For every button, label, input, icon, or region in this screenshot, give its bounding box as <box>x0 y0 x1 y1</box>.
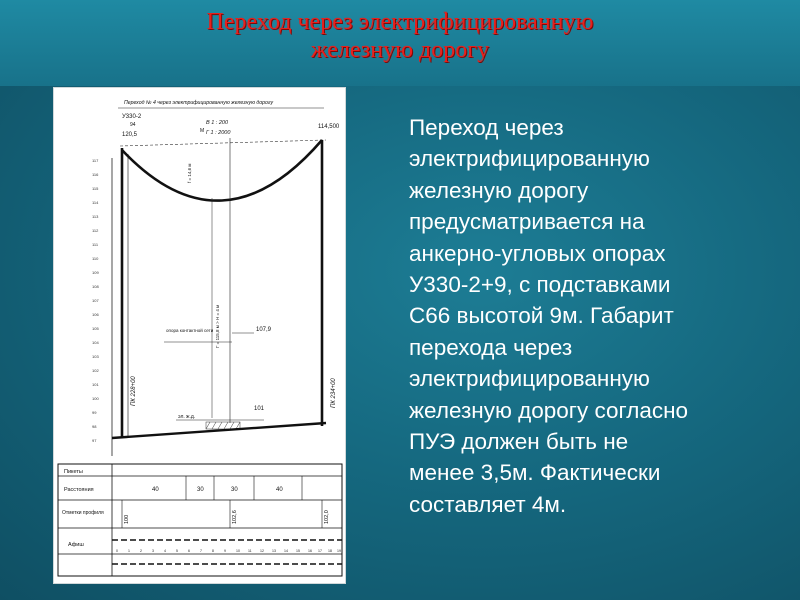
scale-ticks-row <box>116 549 341 553</box>
svg-text:16: 16 <box>308 549 312 553</box>
svg-text:19: 19 <box>337 549 341 553</box>
svg-text:102: 102 <box>92 368 99 373</box>
catenary-wire <box>122 140 322 201</box>
body-line: составляет 4м. <box>409 491 567 517</box>
body-line: У330-2+9, с подставками <box>409 272 671 298</box>
distance-2: 30 <box>197 487 204 493</box>
crossing-drawing <box>53 87 346 584</box>
svg-text:110: 110 <box>92 256 99 261</box>
distance-4: 40 <box>276 487 283 493</box>
body-line: перехода через <box>409 334 573 360</box>
row-afish: Афиш <box>68 542 84 548</box>
svg-text:99: 99 <box>92 410 97 415</box>
svg-text:18: 18 <box>328 549 332 553</box>
svg-text:107: 107 <box>92 298 99 303</box>
sag-dim-text: f = 14,6 м <box>187 163 192 183</box>
svg-text:14: 14 <box>284 549 288 553</box>
body-line: С66 высотой 9м. Габарит <box>409 303 674 329</box>
right-elevation: 114,500 <box>318 124 340 130</box>
left-support-sub: 94 <box>130 122 136 128</box>
rail-value: 101 <box>254 406 265 412</box>
sag-mark: М <box>200 128 205 134</box>
profile-table <box>58 464 342 576</box>
svg-text:6: 6 <box>188 549 190 553</box>
left-tower-label: ПК 228+00 <box>131 376 137 406</box>
svg-text:104: 104 <box>92 340 99 345</box>
svg-text:116: 116 <box>92 172 99 177</box>
mid-value: 107,9 <box>256 327 272 333</box>
svg-text:112: 112 <box>92 228 99 233</box>
right-tower-label: ПК 234+00 <box>331 378 337 408</box>
svg-text:115: 115 <box>92 186 99 191</box>
svg-text:97: 97 <box>92 438 97 443</box>
body-line: предусматривается на <box>409 209 645 235</box>
svg-text:1: 1 <box>128 549 130 553</box>
crossing-description <box>409 112 779 520</box>
crossing-drawing-svg <box>54 88 345 583</box>
elevation-3: 102,0 <box>324 510 330 524</box>
svg-text:106: 106 <box>92 312 99 317</box>
body-line: железную дорогу согласно <box>409 397 689 423</box>
svg-text:113: 113 <box>92 214 99 219</box>
row-distances: Расстояния <box>64 487 94 493</box>
top-dashed-line <box>120 140 326 146</box>
rail-bed <box>206 422 240 429</box>
svg-text:2: 2 <box>140 549 142 553</box>
svg-text:13: 13 <box>272 549 276 553</box>
body-line: электрифицированную <box>409 146 650 172</box>
svg-text:3: 3 <box>152 549 154 553</box>
scale-horizontal: Г 1 : 2000 <box>206 130 231 136</box>
svg-text:12: 12 <box>260 549 264 553</box>
axis-ticks <box>92 158 99 443</box>
svg-text:117: 117 <box>92 158 99 163</box>
svg-text:4: 4 <box>164 549 166 553</box>
svg-text:5: 5 <box>176 549 178 553</box>
slide-title <box>80 8 720 64</box>
svg-text:114: 114 <box>92 200 99 205</box>
body-line: ПУЭ должен быть не <box>409 429 629 455</box>
row-elevations: Отметки профиля <box>62 510 104 516</box>
slide-title-line-1: Переход через электрифицированную <box>206 9 594 35</box>
body-line: анкерно-угловых опорах <box>409 240 666 266</box>
body-line: железную дорогу <box>409 177 589 203</box>
svg-text:100: 100 <box>92 396 99 401</box>
distance-3: 30 <box>231 487 238 493</box>
slide-title-line-2: железную дорогу <box>310 37 490 63</box>
svg-text:11: 11 <box>248 549 252 553</box>
svg-text:9: 9 <box>224 549 226 553</box>
gabarit-text: Г = 115,8 м > Н = 4 м <box>215 304 220 348</box>
svg-text:10: 10 <box>236 549 240 553</box>
elevation-1: 100 <box>124 514 130 524</box>
rail-hatch <box>206 422 240 429</box>
body-line: менее 3,5м. Фактически <box>409 460 661 486</box>
svg-text:109: 109 <box>92 270 99 275</box>
svg-text:101: 101 <box>92 382 99 387</box>
elevation-2: 102,6 <box>232 510 238 524</box>
ground-line <box>112 423 326 438</box>
left-elevation: 120,5 <box>122 132 138 138</box>
rail-label: эл. ж.д. <box>178 414 196 420</box>
svg-text:7: 7 <box>200 549 202 553</box>
svg-text:98: 98 <box>92 424 97 429</box>
svg-text:111: 111 <box>92 242 99 247</box>
drawing-header: Переход № 4 через электрифицированную железную дорогу <box>124 100 274 106</box>
svg-text:108: 108 <box>92 284 99 289</box>
row-pickets: Пикеты <box>64 469 83 475</box>
svg-text:15: 15 <box>296 549 300 553</box>
svg-text:0: 0 <box>116 549 118 553</box>
svg-text:8: 8 <box>212 549 214 553</box>
svg-text:103: 103 <box>92 354 99 359</box>
scale-vertical: В 1 : 200 <box>206 120 229 126</box>
body-line: электрифицированную <box>409 366 650 392</box>
body-line: Переход через <box>409 115 564 140</box>
svg-text:17: 17 <box>318 549 322 553</box>
svg-text:105: 105 <box>92 326 99 331</box>
mid-note: опора контактной сети <box>166 328 214 333</box>
left-support-label: У330-2 <box>122 114 142 120</box>
distance-1: 40 <box>152 487 159 493</box>
